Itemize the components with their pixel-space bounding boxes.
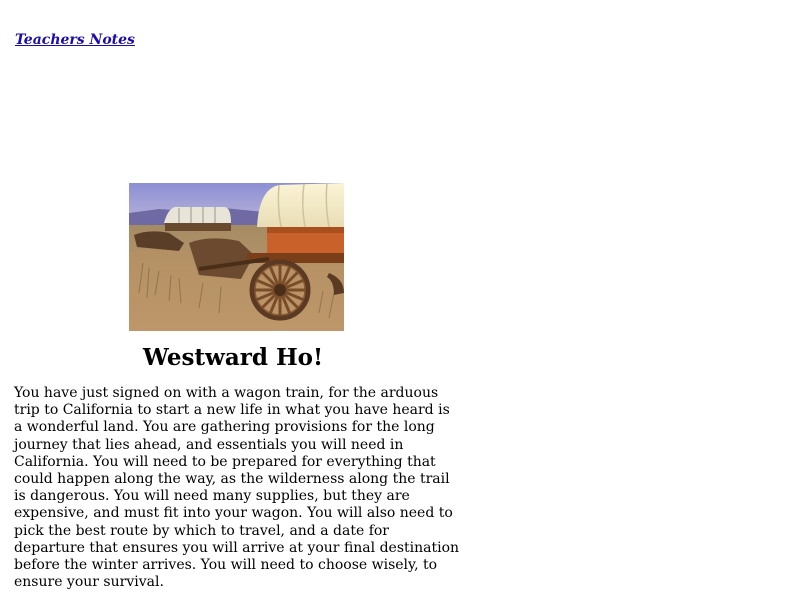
intro-paragraph: You have just signed on with a wagon train, for the arduous trip to California to start a new life in what you have heard is a wonderful land. You are gathering provisions for the long journey that lies ahead, and essentials you will need in California. You will need to be prepared for everything that could happen along the way, as the wilderness along the trail is dangerous. You will need many supplies, but they are expensive, and must fit into your wagon. You will also need to pick the best route by which to travel, and a date for departure that ensures you will arrive at your final destination before the winter arrives. You will need to choose wisely, to ensure your survival.	[14, 385, 460, 591]
covered-wagon-photo-icon	[129, 183, 344, 331]
page-title: Westward Ho!	[142, 344, 324, 371]
hero-image	[129, 183, 344, 331]
main-content	[14, 183, 462, 591]
teachers-notes-link[interactable]: Teachers Notes	[15, 32, 135, 48]
